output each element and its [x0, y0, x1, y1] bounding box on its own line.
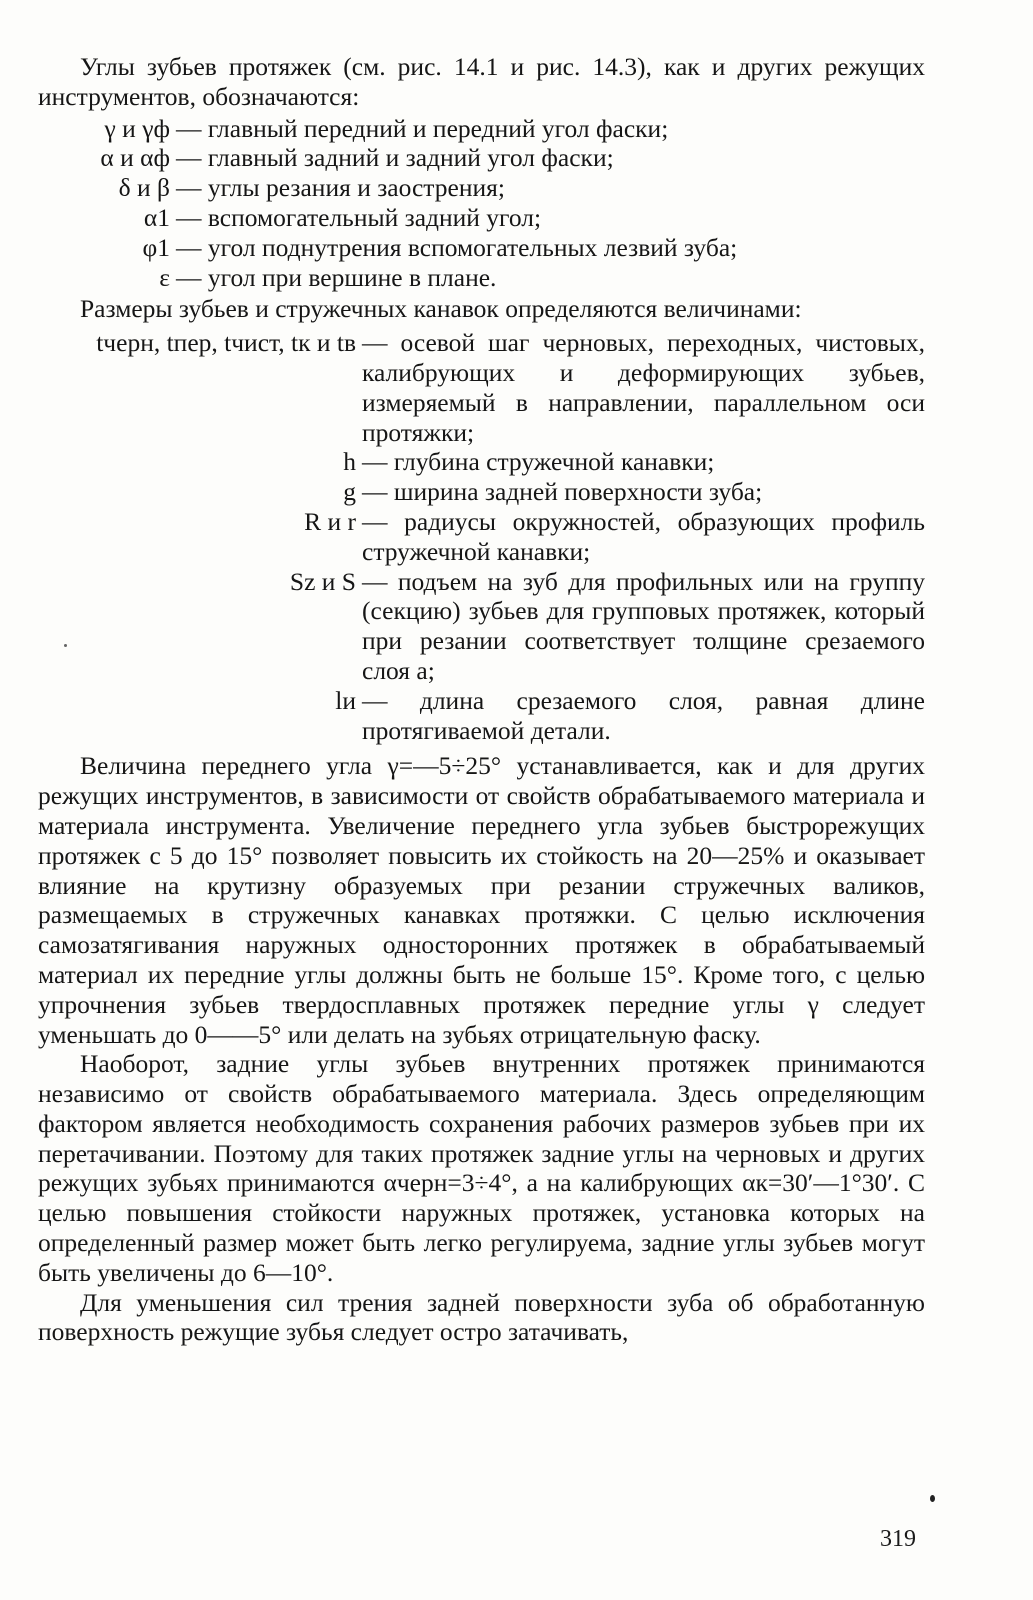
parameter-item	[38, 507, 925, 567]
angle-symbol: α и αф	[100, 143, 170, 173]
parameter-symbol: h	[343, 447, 356, 477]
sizes-intro-paragraph: Размеры зубьев и стружечных канавок определяются величинами:	[80, 294, 802, 324]
angle-symbol: γ и γф	[104, 113, 170, 143]
page-number: 319	[880, 1526, 916, 1552]
parameter-symbol: lи	[335, 685, 356, 715]
parameter-symbol: R и r	[304, 506, 356, 536]
angle-symbol: δ и β	[118, 173, 170, 203]
angle-description: — угол поднутрения вспомогательных лезвий зуба;	[176, 232, 738, 262]
parameter-symbol: Sz и S	[289, 566, 356, 596]
angle-description: — главный задний и задний угол фаски;	[176, 143, 614, 173]
angle-description: — вспомогательный задний угол;	[176, 202, 542, 232]
angle-list	[38, 114, 925, 293]
angle-item	[38, 263, 925, 293]
parameter-list	[38, 328, 925, 745]
parameter-item	[38, 686, 925, 746]
angle-symbol: α1	[143, 202, 170, 232]
print-speck	[930, 1495, 935, 1502]
angle-symbol: ε	[159, 262, 170, 292]
angle-item	[38, 143, 925, 173]
parameter-description: — осевой шаг черновых, переходных, чистовых, калибрующих и деформирующих зубьев, измеряемый в направлении, параллельном оси протяжки;	[362, 328, 925, 447]
parameter-item	[38, 567, 925, 686]
angle-item	[38, 233, 925, 263]
parameter-description: — глубина стружечной канавки;	[362, 447, 715, 477]
angle-item	[38, 114, 925, 144]
body-paragraph-clearance-angle: Наоборот, задние углы зубьев внутренних протяжек принимаются независимо от свойств обрабатываемого материала. Здесь определяющим фактором является необходимость сохранения рабочих размеров зубьев при их перетачивании. Поэтому для таких протяжек задние углы на черновых и других режущих зубьях принимаются αчерн=3÷4°, а на калибрующих αк=30′—1°30′. С целью повышения стойкости наружных протяжек, установка которых на определенный размер может быть легко регулируема, задние углы зубьев могут быть увеличены до 6—10°.	[38, 1049, 925, 1287]
body-paragraph-rake-angle: Величина переднего угла γ=—5÷25° устанавливается, как и для других режущих инструментов, в зависимости от свойств обрабатываемого материала и материала инструмента. Увеличение переднего угла зубьев быстрорежущих протяжек с 5 до 15° позволяет повысить их стойкость на 20—25% и оказывает влияние на крутизну образуемых при резании стружечных валиков, размещаемых в стружечных канавках протяжки. С целью исключения самозатягивания наружных односторонних протяжек в обрабатываемый материал их передние углы должны быть не больше 15°. Кроме того, с целью упрочнения зубьев твердосплавных протяжек передние углы γ следует уменьшать до 0——5° или делать на зубьях отрицательную фаску.	[38, 751, 925, 1049]
angle-symbol: φ1	[142, 232, 170, 262]
parameter-description: — подъем на зуб для профильных или на группу (секцию) зубьев для групповых протяжек, который при резании соответствует толщине срезаемого слоя a;	[362, 566, 925, 685]
body-paragraph-friction: Для уменьшения сил трения задней поверхности зуба об обработанную поверхность режущие зубья следует остро затачивать,	[38, 1287, 925, 1347]
angle-item	[38, 203, 925, 233]
intro-paragraph: Углы зубьев протяжек (см. рис. 14.1 и рис. 14.3), как и других режущих инструментов, обозначаются:	[38, 52, 925, 111]
parameter-item	[38, 328, 925, 447]
parameter-item	[38, 447, 925, 477]
print-speck	[64, 644, 67, 647]
angle-description: — угол при вершине в плане.	[176, 262, 497, 292]
angle-description: — углы резания и заострения;	[176, 173, 505, 203]
parameter-symbol: tчерн, tпер, tчист, tк и tв	[96, 328, 356, 358]
parameter-item	[38, 477, 925, 507]
angle-description: — главный передний и передний угол фаски;	[176, 113, 669, 143]
parameter-symbol: g	[343, 477, 356, 507]
parameter-description: — ширина задней поверхности зуба;	[362, 477, 763, 507]
parameter-description: — длина срезаемого слоя, равная длине протягиваемой детали.	[362, 685, 925, 745]
parameter-description: — радиусы окружностей, образующих профиль стружечной канавки;	[362, 506, 925, 566]
angle-item	[38, 173, 925, 203]
